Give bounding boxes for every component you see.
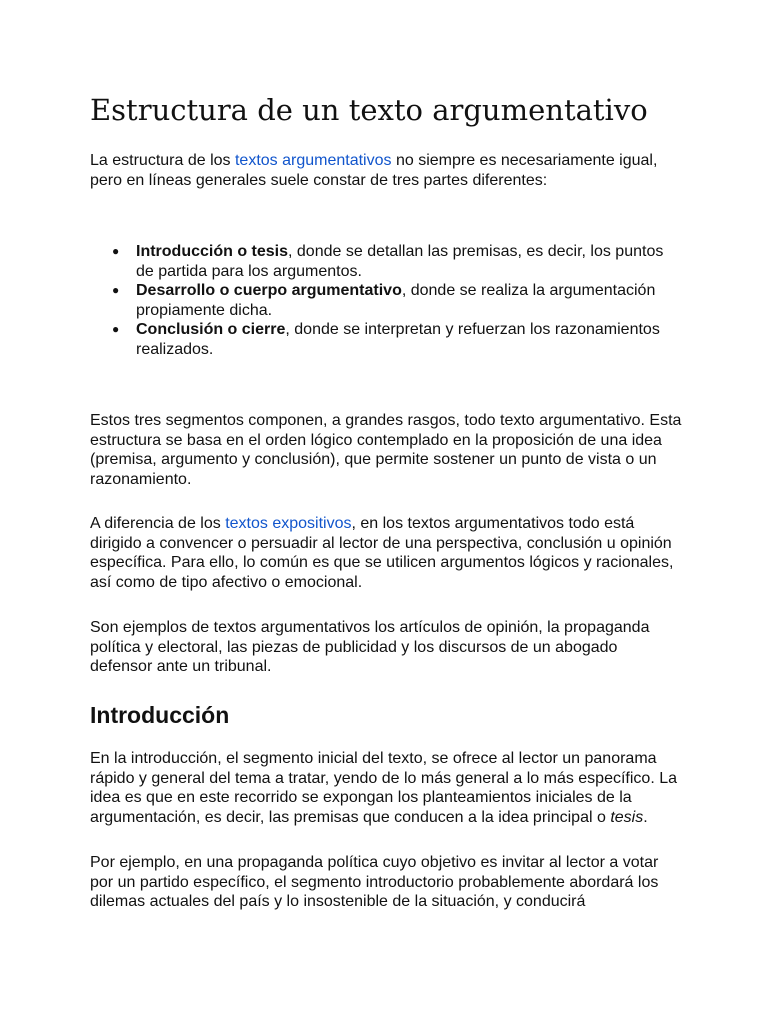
- difference-text-before: A diferencia de los: [90, 515, 226, 532]
- parts-list: [112, 242, 682, 359]
- list-item: [112, 281, 682, 320]
- intro-text-after: no siempre es necesariamente igual, pero en líneas generales suele constar de tres partes diferentes:: [90, 152, 658, 189]
- part-name: Conclusión o cierre: [136, 321, 286, 338]
- examples-paragraph: Son ejemplos de textos argumentativos los artículos de opinión, la propaganda política y electoral, las piezas de publicidad y los discursos de un abogado defensor ante un tribunal.: [90, 619, 650, 675]
- part-description: , donde se detallan las premisas, es decir, los puntos de partida para los argumentos.: [136, 243, 664, 280]
- section-heading-introduccion: Introducción: [90, 702, 230, 728]
- list-item: [112, 242, 682, 281]
- introduction-section-paragraph: [90, 749, 680, 827]
- intro-paragraph: [90, 151, 680, 190]
- part-description: , donde se realiza la argumentación propiamente dicha.: [136, 282, 656, 319]
- intro-section-text: En la introducción, el segmento inicial del texto, se ofrece al lector un panorama rápido y general del tema a tratar, yendo de lo más general a lo más específico. La idea es que en este recorrido se expongan los planteamientos iniciales de la argumentación, es decir, las premisas que conducen a la idea principal o: [90, 750, 678, 826]
- part-name: Introducción o tesis: [136, 243, 289, 260]
- difference-paragraph: [90, 514, 680, 592]
- part-description: , donde se interpretan y refuerzan los razonamientos realizados.: [136, 321, 660, 358]
- list-item: [112, 320, 682, 359]
- part-name: Desarrollo o cuerpo argumentativo: [136, 282, 402, 299]
- page-title: Estructura de un texto argumentativo: [90, 93, 648, 127]
- intro-text-before: La estructura de los: [90, 152, 235, 169]
- propaganda-example-paragraph: Por ejemplo, en una propaganda política cuyo objetivo es invitar al lector a votar por un partido específico, el segmento introductorio probablemente abordará los dilemas actuales del país y lo insostenible de la situación, y conducirá: [90, 854, 659, 910]
- segments-paragraph: Estos tres segmentos componen, a grandes rasgos, todo texto argumentativo. Esta estructura se basa en el orden lógico contemplado en la proposición de una idea (premisa, argumento y conclusión), que permite sostener un punto de vista o un razonamiento.: [90, 412, 682, 488]
- textos-expositivos-link[interactable]: textos expositivos: [225, 515, 352, 532]
- tesis-italic: tesis: [610, 808, 644, 826]
- difference-text-after: , en los textos argumentativos todo está dirigido a convencer o persuadir al lector de una perspectiva, conclusión u opinión específica. Para ello, lo común es que se utilicen argumentos lógicos y racionales, así como de tipo afectivo o emocional.: [90, 515, 674, 591]
- intro-section-text-end: .: [643, 808, 648, 826]
- textos-argumentativos-link[interactable]: textos argumentativos: [234, 152, 392, 169]
